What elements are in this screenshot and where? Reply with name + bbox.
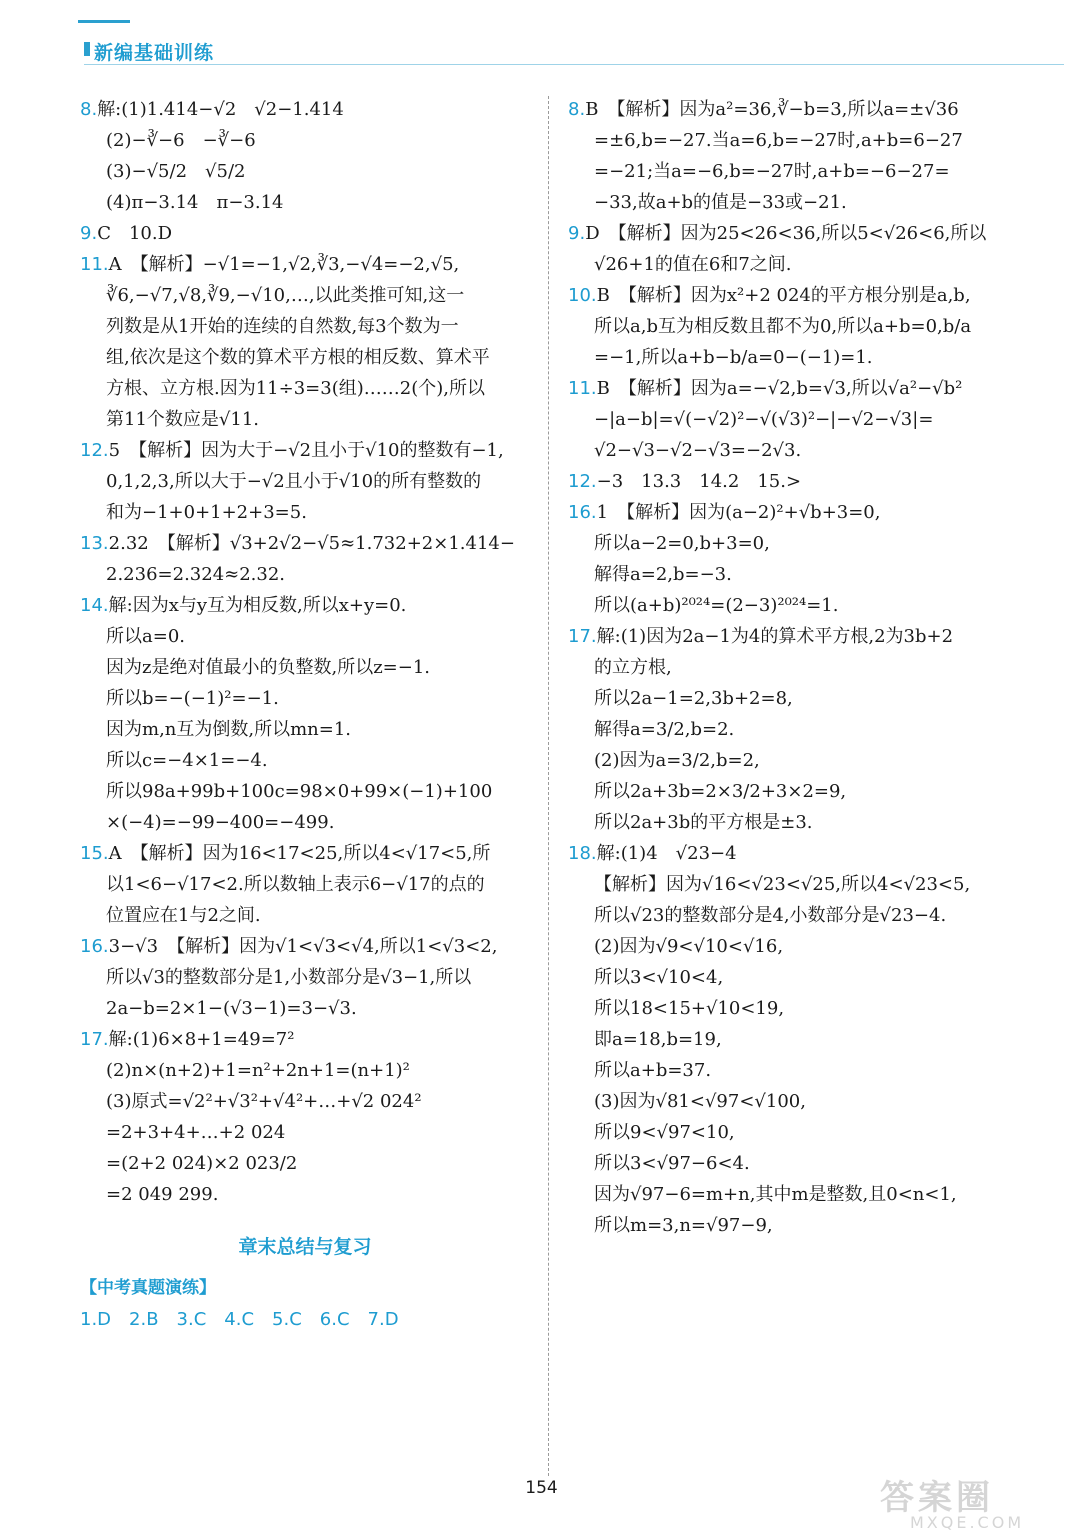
answer-line <box>568 1086 1028 1117</box>
answer-text: 解:(1)1.414−√2 √2−1.414 <box>97 99 344 120</box>
answer-line <box>568 559 1028 590</box>
answer-line <box>80 900 530 931</box>
question-number: 11. <box>568 378 597 399</box>
answer-text: 所以2a+3b的平方根是±3. <box>594 812 813 833</box>
question-number: 14. <box>80 595 109 616</box>
question-number: 12. <box>568 471 597 492</box>
answer-text: 3−√3 【解析】因为√1<√3<√4,所以1<√3<2, <box>108 936 498 957</box>
question-number: 17. <box>80 1029 109 1050</box>
answer-text: 所以√3的整数部分是1,小数部分是√3−1,所以 <box>106 967 472 988</box>
answer-text: (4)π−3.14 π−3.14 <box>106 192 284 213</box>
answer-text: 所以3<√97−6<4. <box>594 1153 750 1174</box>
answer-line <box>80 311 530 342</box>
answer-text: =−21;当a=−6,b=−27时,a+b=−6−27= <box>594 161 950 182</box>
question-number: 10. <box>568 285 597 306</box>
watermark-text: 答案圈 <box>880 1478 994 1518</box>
answer-line <box>80 776 530 807</box>
answer-text: 所以2a+3b=2×3/2+3×2=9, <box>594 781 847 802</box>
answer-text: 【解析】因为√16<√23<√25,所以4<√23<5, <box>594 874 971 895</box>
answer-line <box>568 714 1028 745</box>
answer-text: 和为−1+0+1+2+3=5. <box>106 502 307 523</box>
answer-text: 2.236=2.324≈2.32. <box>106 564 286 585</box>
answer-text: 所以18<15+√10<19, <box>594 998 785 1019</box>
answer-line <box>568 776 1028 807</box>
answer-line <box>80 94 530 125</box>
right-column <box>568 94 1028 1241</box>
answer-line <box>568 869 1028 900</box>
question-number: 11. <box>80 254 109 275</box>
answer-line <box>568 1024 1028 1055</box>
exam-answers-line: 1.D 2.B 3.C 4.C 5.C 6.C 7.D <box>80 1309 399 1330</box>
answer-line <box>80 807 530 838</box>
answer-line <box>80 993 530 1024</box>
watermark-logo <box>880 1470 1060 1530</box>
left-column <box>80 94 530 1335</box>
answer-text: 5 【解析】因为大于−√2且小于√10的整数有−1, <box>108 440 504 461</box>
answer-text: 的立方根, <box>594 657 672 678</box>
answer-text: 第11个数应是√11. <box>106 409 259 430</box>
question-number: 12. <box>80 440 109 461</box>
answer-text: (3)原式=√2²+√3²+√4²+…+√2 024² <box>106 1091 422 1112</box>
answer-line <box>568 1210 1028 1241</box>
answer-line <box>568 373 1028 404</box>
answer-line <box>80 1086 530 1117</box>
answer-text: 所以c=−4×1=−4. <box>106 750 268 771</box>
answer-text: 所以a+b=37. <box>594 1060 712 1081</box>
answer-text: A 【解析】因为16<17<25,所以4<√17<5,所 <box>108 843 491 864</box>
answer-text: −3 13.3 14.2 15.> <box>596 471 802 492</box>
exam-practice-tag: 【中考真题演练】 <box>80 1278 216 1298</box>
answer-text: 因为√97−6=m+n,其中m是整数,且0<n<1, <box>594 1184 957 1205</box>
answer-text: 所以(a+b)²⁰²⁴=(2−3)²⁰²⁴=1. <box>594 595 839 616</box>
answer-line <box>80 962 530 993</box>
answer-line <box>568 745 1028 776</box>
answer-line <box>568 311 1028 342</box>
question-number: 17. <box>568 626 597 647</box>
answer-line <box>568 683 1028 714</box>
answer-line <box>568 497 1028 528</box>
answer-line <box>80 528 530 559</box>
answer-line <box>80 1024 530 1055</box>
answer-line <box>568 1117 1028 1148</box>
answer-text: B 【解析】因为a=−√2,b=√3,所以√a²−√b² <box>596 378 963 399</box>
answer-line <box>568 156 1028 187</box>
answer-text: 所以2a−1=2,3b+2=8, <box>594 688 793 709</box>
answer-text: 所以a,b互为相反数且都不为0,所以a+b=0,b/a <box>594 316 972 337</box>
answer-text: (3)因为√81<√97<√100, <box>594 1091 806 1112</box>
answer-line <box>80 342 530 373</box>
answer-line <box>568 528 1028 559</box>
question-number: 18. <box>568 843 597 864</box>
answer-text: 方根、立方根.因为11÷3=3(组)……2(个),所以 <box>106 378 485 399</box>
answer-text: 所以3<√10<4, <box>594 967 724 988</box>
answer-line <box>80 435 530 466</box>
answer-line <box>568 993 1028 1024</box>
answer-line <box>568 435 1028 466</box>
answer-line <box>568 125 1028 156</box>
answer-line <box>80 187 530 218</box>
answer-text: =2+3+4+…+2 024 <box>106 1122 286 1143</box>
answer-text: 所以a=0. <box>106 626 185 647</box>
question-number: 16. <box>568 502 597 523</box>
answer-text: −33,故a+b的值是−33或−21. <box>594 192 847 213</box>
watermark-url: MXQE.COM <box>910 1513 1025 1532</box>
answer-text: 解得a=3/2,b=2. <box>594 719 735 740</box>
answer-line <box>568 94 1028 125</box>
question-number: 16. <box>80 936 109 957</box>
right-answer-list <box>568 94 1028 1241</box>
column-divider <box>548 96 549 1476</box>
answer-text: (2)−∛−6 −∛−6 <box>106 130 256 151</box>
answer-text: 即a=18,b=19, <box>594 1029 722 1050</box>
answer-text: 解得a=2,b=−3. <box>594 564 732 585</box>
answer-line <box>80 280 530 311</box>
answer-line <box>568 962 1028 993</box>
page-number: 154 <box>525 1478 558 1498</box>
answer-text: (2)n×(n+2)+1=n²+2n+1=(n+1)² <box>106 1060 410 1081</box>
answer-line <box>80 1117 530 1148</box>
answer-line <box>568 187 1028 218</box>
answer-line <box>568 621 1028 652</box>
answer-text: =(2+2 024)×2 023/2 <box>106 1153 298 1174</box>
answer-text: 2.32 【解析】√3+2√2−√5≈1.732+2×1.414− <box>108 533 515 554</box>
question-number: 8. <box>80 99 98 120</box>
answer-line <box>568 218 1028 249</box>
answer-line <box>80 125 530 156</box>
answer-line <box>568 652 1028 683</box>
answer-text: ×(−4)=−99−400=−499. <box>106 812 335 833</box>
header-rule <box>84 64 1064 65</box>
answer-text: 所以9<√97<10, <box>594 1122 735 1143</box>
answer-text: 解:(1)因为2a−1为4的算术平方根,2为3b+2 <box>596 626 954 647</box>
answer-text: 2a−b=2×1−(√3−1)=3−√3. <box>106 998 357 1019</box>
answer-text: −|a−b|=√(−√2)²−√(√3)²−|−√2−√3|= <box>594 409 934 430</box>
answer-text: 位置应在1与2之间. <box>106 905 261 926</box>
answer-text: 所以b=−(−1)²=−1. <box>106 688 279 709</box>
answer-line <box>80 218 530 249</box>
answer-line <box>568 838 1028 869</box>
answer-text: 列数是从1开始的连续的自然数,每3个数为一 <box>106 316 459 337</box>
answer-line <box>568 931 1028 962</box>
answer-line <box>80 869 530 900</box>
section-title: 章末总结与复习 <box>238 1236 372 1258</box>
answer-text: 所以98a+99b+100c=98×0+99×(−1)+100 <box>106 781 493 802</box>
answer-line <box>80 621 530 652</box>
answer-text: ∛6,−√7,√8,∛9,−√10,…,以此类推可知,这一 <box>106 285 465 306</box>
answer-text: 因为m,n互为倒数,所以mn=1. <box>106 719 352 740</box>
question-number: 8. <box>568 99 586 120</box>
answer-line <box>568 900 1028 931</box>
answer-line <box>80 931 530 962</box>
answer-line <box>568 807 1028 838</box>
question-number: 9. <box>568 223 586 244</box>
answer-text: 组,依次是这个数的算术平方根的相反数、算术平 <box>106 347 490 368</box>
answer-text: B 【解析】因为a²=36,∛−b=3,所以a=±√36 <box>585 99 959 120</box>
header-title: 新编基础训练 <box>94 42 215 64</box>
answer-line <box>568 249 1028 280</box>
question-number: 9. <box>80 223 98 244</box>
answer-text: 解:(1)4 √23−4 <box>596 843 737 864</box>
answer-line <box>80 1148 530 1179</box>
answer-text: (3)−√5/2 √5/2 <box>106 161 246 182</box>
answer-text: (2)因为a=3/2,b=2, <box>594 750 760 771</box>
answer-text: 0,1,2,3,所以大于−√2且小于√10的所有整数的 <box>106 471 482 492</box>
answer-text: =−1,所以a+b−b/a=0−(−1)=1. <box>594 347 873 368</box>
answer-line <box>80 714 530 745</box>
answer-line <box>80 1179 530 1210</box>
answer-line <box>80 590 530 621</box>
answer-text: √26+1的值在6和7之间. <box>594 254 792 275</box>
answer-line <box>80 249 530 280</box>
answer-text: B 【解析】因为x²+2 024的平方根分别是a,b, <box>596 285 971 306</box>
answer-text: (2)因为√9<√10<√16, <box>594 936 784 957</box>
left-answer-list <box>80 94 530 1210</box>
answer-text: 所以√23的整数部分是4,小数部分是√23−4. <box>594 905 947 926</box>
answer-line <box>80 156 530 187</box>
answer-text: 1 【解析】因为(a−2)²+√b+3=0, <box>596 502 881 523</box>
answer-text: √2−√3−√2−√3=−2√3. <box>594 440 802 461</box>
answer-text: C 10.D <box>97 223 173 244</box>
answer-text: D 【解析】因为25<26<36,所以5<√26<6,所以 <box>585 223 987 244</box>
answer-line <box>568 466 1028 497</box>
answer-line <box>80 466 530 497</box>
answer-line <box>80 404 530 435</box>
answer-text: 所以a−2=0,b+3=0, <box>594 533 770 554</box>
answer-line <box>80 1055 530 1086</box>
answer-text: 解:因为x与y互为相反数,所以x+y=0. <box>108 595 407 616</box>
answer-line <box>568 342 1028 373</box>
answer-line <box>80 652 530 683</box>
header-accent-bar <box>84 42 90 56</box>
page-header <box>70 18 1060 70</box>
answer-text: =±6,b=−27.当a=6,b=−27时,a+b=6−27 <box>594 130 963 151</box>
answer-line <box>568 1148 1028 1179</box>
answer-line <box>80 745 530 776</box>
answer-line <box>80 683 530 714</box>
answer-text: 所以m=3,n=√97−9, <box>594 1215 773 1236</box>
question-number: 15. <box>80 843 109 864</box>
answer-line <box>568 1179 1028 1210</box>
answer-text: A 【解析】−√1=−1,√2,∛3,−√4=−2,√5, <box>108 254 460 275</box>
answer-line <box>568 404 1028 435</box>
question-number: 13. <box>80 533 109 554</box>
answer-line <box>80 497 530 528</box>
answer-line <box>568 590 1028 621</box>
answer-line <box>568 1055 1028 1086</box>
answer-text: 以1<6−√17<2.所以数轴上表示6−√17的点的 <box>106 874 485 895</box>
answer-text: =2 049 299. <box>106 1184 219 1205</box>
answer-line <box>80 559 530 590</box>
answer-line <box>80 838 530 869</box>
answer-text: 因为z是绝对值最小的负整数,所以z=−1. <box>106 657 431 678</box>
answer-line <box>568 280 1028 311</box>
answer-line <box>80 373 530 404</box>
answer-text: 解:(1)6×8+1=49=7² <box>108 1029 295 1050</box>
